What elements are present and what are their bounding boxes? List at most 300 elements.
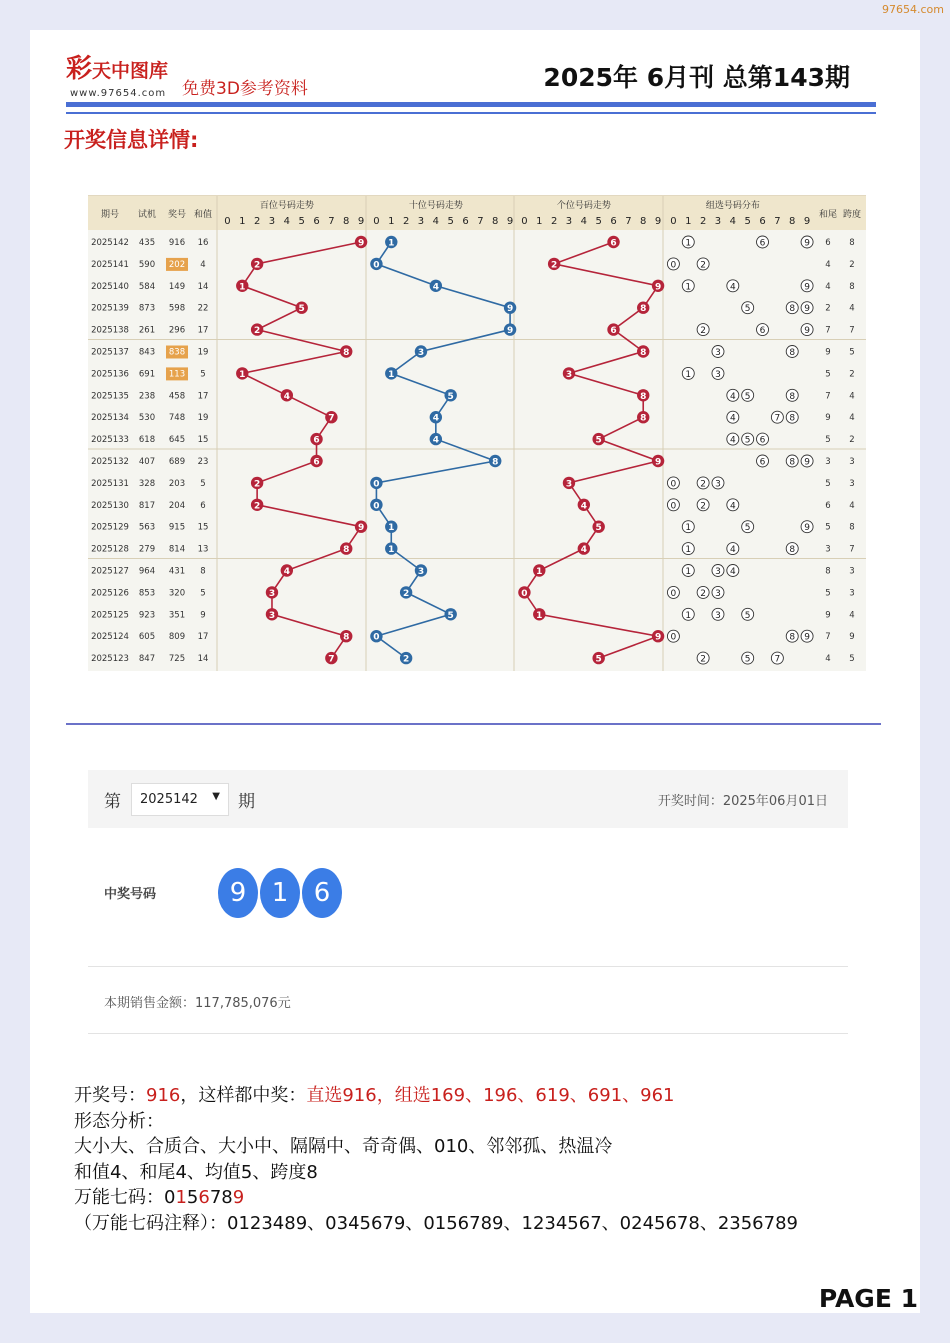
- chart-group-circle-label: 5: [744, 523, 751, 534]
- chart-row-tail: 4: [825, 281, 831, 292]
- chart-row-draw: 689: [168, 457, 186, 467]
- chart-row-period: 2025136: [91, 369, 129, 380]
- chart-digit-ball-label: 2: [402, 654, 410, 665]
- chart-digit-header: 9: [654, 216, 662, 227]
- chart-row-trial: 563: [138, 522, 156, 533]
- header-rule-thin: [66, 112, 876, 114]
- chart-row-draw: 113: [168, 369, 186, 380]
- chart-row-period: 2025131: [91, 478, 129, 489]
- chart-group-circle-label: 4: [729, 435, 736, 446]
- seven-code-digit: 6: [198, 1187, 210, 1208]
- chart-digit-ball-label: 5: [595, 435, 602, 446]
- chart-row-span: 3: [849, 566, 855, 577]
- chart-row-trial: 238: [138, 391, 156, 402]
- winning-ball: 1: [260, 868, 300, 918]
- chart-digit-ball-label: 8: [640, 304, 647, 315]
- chart-digit-header: 5: [298, 216, 305, 227]
- chart-row-draw: 814: [168, 544, 186, 555]
- chart-row-trial: 261: [138, 325, 156, 336]
- chart-digit-ball-label: 5: [298, 304, 305, 315]
- chart-row-tail: 8: [825, 566, 831, 577]
- chart-row-sum: 15: [197, 522, 209, 533]
- chart-digit-header: 8: [789, 216, 796, 227]
- chart-digit-ball-label: 7: [328, 654, 335, 665]
- chart-header-trial: 试机: [137, 210, 157, 220]
- chart-row-sum: 19: [197, 413, 209, 424]
- chart-row-trial: 843: [138, 347, 156, 358]
- chart-digit-ball-label: 1: [239, 282, 246, 293]
- chart-group-circle-label: 3: [715, 567, 721, 577]
- chart-digit-header: 0: [521, 216, 528, 227]
- chart-row-draw: 598: [168, 303, 186, 314]
- chart-group-circle-label: 7: [774, 654, 781, 665]
- chart-group-circle-label: 0: [670, 632, 677, 643]
- chart-digit-ball-label: 5: [595, 654, 602, 665]
- chart-group-circle-label: 5: [744, 654, 751, 665]
- chart-digit-header: 1: [239, 216, 246, 227]
- chart-row-span: 8: [849, 238, 855, 248]
- chart-row-span: 9: [849, 632, 855, 643]
- chart-row-trial: 618: [138, 435, 156, 446]
- chart-row-span: 5: [849, 347, 855, 358]
- chart-digit-ball-label: 4: [283, 391, 290, 402]
- chart-row-sum: 16: [197, 238, 209, 248]
- chart-row-period: 2025128: [91, 544, 129, 555]
- chart-row-span: 7: [849, 325, 855, 336]
- chart-row-trial: 964: [138, 566, 156, 577]
- chart-group-circle-label: 2: [700, 654, 706, 665]
- seven-code-digit: 8: [221, 1187, 233, 1208]
- chart-group-circle-label: 8: [789, 632, 796, 643]
- chart-group-circle-label: 2: [700, 501, 706, 512]
- chart-digit-ball-label: 8: [343, 348, 350, 358]
- chart-digit-ball-label: 1: [536, 567, 543, 577]
- chart-row-sum: 14: [197, 654, 209, 665]
- chart-digit-header: 6: [610, 216, 617, 227]
- chart-row-tail: 9: [825, 413, 831, 424]
- chart-digit-header: 7: [774, 216, 781, 227]
- analysis-line-sum: 和值4、和尾4、均值5、跨度8: [74, 1161, 318, 1183]
- chart-group-circle-label: 1: [685, 238, 692, 249]
- chart-digit-ball-label: 9: [506, 304, 514, 315]
- chart-digit-header: 9: [803, 216, 811, 227]
- chart-digit-ball-label: 2: [253, 326, 261, 337]
- chart-group-title: 个位号码走势: [556, 201, 611, 211]
- chart-row-tail: 7: [825, 391, 831, 402]
- tagline: 免费3D参考资料: [182, 79, 308, 99]
- chart-group-title: 百位号码走势: [259, 201, 314, 211]
- chart-digit-ball-label: 0: [373, 260, 380, 271]
- chart-digit-header: 4: [580, 216, 588, 227]
- chart-digit-ball-label: 6: [313, 457, 320, 468]
- chart-row-trial: 817: [138, 500, 156, 511]
- chart-row-draw: 645: [168, 435, 186, 446]
- chart-group-circle-label: 0: [670, 501, 677, 512]
- chart-group-circle-label: 3: [715, 348, 721, 358]
- chart-digit-ball-label: 5: [447, 610, 454, 621]
- chart-group-circle-label: 4: [729, 391, 736, 402]
- chart-digit-header: 3: [714, 216, 722, 227]
- chart-row-period: 2025134: [91, 413, 129, 424]
- chart-row-trial: 590: [138, 259, 156, 270]
- chart-row-period: 2025137: [91, 347, 129, 358]
- chart-row-period: 2025140: [91, 281, 129, 292]
- chart-digit-ball-label: 0: [373, 479, 380, 490]
- chart-digit-header: 0: [373, 216, 380, 227]
- chart-row-tail: 4: [825, 259, 831, 270]
- chart-group-circle-label: 8: [789, 348, 796, 358]
- chart-row-trial: 328: [138, 478, 156, 489]
- chart-digit-header: 1: [685, 216, 692, 227]
- period-select[interactable]: [131, 783, 229, 816]
- chart-row-sum: 17: [197, 391, 209, 402]
- seven-code-digit: 0: [164, 1187, 176, 1208]
- seven-code-digit: 9: [232, 1187, 245, 1208]
- chart-digit-ball-label: 1: [388, 523, 395, 534]
- chart-row-tail: 5: [825, 478, 831, 489]
- chart-row-trial: 530: [138, 413, 156, 424]
- chart-row-draw: 458: [168, 391, 186, 402]
- section-divider: [66, 723, 881, 725]
- chart-digit-ball-label: 9: [654, 457, 662, 468]
- chart-group-circle-label: 1: [685, 567, 692, 577]
- chart-digit-ball-label: 8: [640, 413, 647, 424]
- chart-row-span: 4: [849, 610, 855, 621]
- chart-row-sum: 23: [197, 457, 209, 467]
- chart-digit-ball-label: 0: [373, 632, 380, 643]
- chart-row-sum: 14: [197, 281, 209, 292]
- chart-group-circle-label: 5: [744, 610, 751, 621]
- chart-digit-header: 5: [595, 216, 602, 227]
- chart-row-span: 3: [849, 457, 855, 467]
- chart-digit-ball-label: 9: [654, 632, 662, 643]
- chart-digit-header: 3: [565, 216, 573, 227]
- chart-row-draw: 204: [168, 500, 186, 511]
- analysis-line-draw: 开奖号：916，这样都中奖：直选916，组选169、196、619、691、961: [74, 1085, 675, 1106]
- header-rule-thick: [66, 102, 876, 107]
- chart-row-trial: 279: [138, 544, 156, 555]
- chart-row-tail: 7: [825, 325, 831, 336]
- chart-digit-header: 3: [268, 216, 276, 227]
- chart-digit-header: 2: [550, 216, 558, 227]
- chart-group-circle-label: 2: [700, 326, 706, 337]
- chart-digit-ball-label: 4: [580, 501, 587, 512]
- chart-row-tail: 5: [825, 369, 831, 380]
- chart-digit-ball-label: 0: [521, 588, 528, 599]
- chart-digit-header: 2: [699, 216, 707, 227]
- chart-trend-line: [376, 242, 510, 658]
- analysis-line-heading: 形态分析：: [74, 1110, 164, 1132]
- chart-row-period: 2025139: [91, 303, 129, 314]
- chart-row-span: 5: [849, 654, 855, 665]
- chart-row-tail: 3: [825, 544, 831, 555]
- chart-row-tail: 4: [825, 654, 831, 665]
- chart-row-sum: 17: [197, 325, 209, 336]
- chart-group-circle-label: 0: [670, 260, 677, 271]
- chart-digit-ball-label: 8: [343, 545, 350, 556]
- chart-group-circle-label: 5: [744, 391, 751, 402]
- chart-group-circle-label: 3: [715, 588, 721, 599]
- logo-url: www.97654.com: [70, 88, 167, 99]
- seven-code-digit: 7: [209, 1187, 222, 1208]
- trend-chart: [88, 195, 866, 671]
- chart-header-tail: 和尾: [818, 210, 838, 220]
- chart-row-span: 8: [849, 522, 855, 533]
- chart-row-span: 8: [849, 281, 855, 292]
- chart-digit-ball-label: 4: [432, 282, 439, 293]
- draw-time: 开奖时间：2025年06月01日: [657, 794, 828, 809]
- sales-amount: 本期销售金额：117,785,076元: [104, 996, 291, 1011]
- chart-digit-ball-label: 1: [239, 369, 246, 380]
- chart-group-circle-label: 8: [789, 413, 796, 424]
- chart-row-span: 4: [849, 303, 855, 314]
- chart-digit-ball-label: 5: [595, 523, 602, 534]
- chart-row-trial: 605: [138, 632, 156, 643]
- chart-digit-ball-label: 0: [373, 501, 380, 512]
- chart-group-circle-label: 4: [729, 501, 736, 512]
- chart-digit-ball-label: 9: [654, 282, 662, 293]
- page-number: PAGE 1: [818, 1284, 918, 1313]
- chart-row-span: 3: [849, 588, 855, 599]
- chart-group-circle-label: 1: [685, 523, 692, 534]
- chart-row-span: 4: [849, 413, 855, 424]
- chart-digit-ball-label: 4: [580, 545, 587, 556]
- chart-digit-ball-label: 3: [417, 348, 425, 358]
- chart-digit-header: 4: [729, 216, 737, 227]
- section-title: 开奖信息详情:: [64, 128, 199, 152]
- chart-digit-ball-label: 8: [640, 348, 647, 358]
- chart-row-sum: 13: [197, 544, 209, 555]
- chart-row-trial: 435: [138, 238, 156, 248]
- chart-row-sum: 5: [200, 369, 206, 380]
- chart-header-draw: 奖号: [167, 210, 187, 220]
- chart-digit-ball-label: 1: [388, 369, 395, 380]
- chart-digit-ball-label: 6: [313, 435, 320, 446]
- chart-group-circle-label: 3: [715, 369, 721, 380]
- chart-digit-header: 9: [357, 216, 365, 227]
- chart-row-period: 2025126: [91, 588, 129, 599]
- chart-group-circle-label: 9: [804, 457, 810, 468]
- chart-row-span: 4: [849, 500, 855, 511]
- chart-header-period: 期号: [100, 210, 120, 220]
- chart-digit-header: 4: [283, 216, 291, 227]
- chart-digit-header: 6: [462, 216, 469, 227]
- chart-digit-ball-label: 3: [268, 610, 276, 621]
- chart-row-sum: 5: [200, 588, 206, 599]
- chart-row-sum: 22: [197, 303, 209, 314]
- seven-code-digit: 1: [175, 1187, 187, 1208]
- chart-digit-header: 2: [253, 216, 261, 227]
- chart-digit-ball-label: 7: [328, 413, 335, 424]
- chart-digit-header: 4: [432, 216, 440, 227]
- chart-row-period: 2025132: [91, 457, 129, 467]
- chart-row-period: 2025125: [91, 610, 129, 621]
- chart-group-circle-label: 1: [685, 545, 692, 556]
- chart-digit-ball-label: 3: [565, 369, 573, 380]
- chart-row-sum: 9: [200, 610, 206, 621]
- chart-digit-ball-label: 5: [447, 391, 454, 402]
- chart-digit-header: 5: [744, 216, 751, 227]
- chart-row-period: 2025130: [91, 500, 129, 511]
- chart-digit-ball-label: 3: [565, 479, 573, 490]
- chart-row-trial: 584: [138, 281, 156, 292]
- chart-group-circle-label: 5: [744, 435, 751, 446]
- chart-row-span: 2: [849, 369, 855, 380]
- chart-digit-header: 0: [670, 216, 677, 227]
- chevron-down-icon: ▼: [212, 791, 220, 802]
- divider: [88, 966, 848, 967]
- chart-row-period: 2025123: [91, 654, 129, 665]
- chart-group-circle-label: 9: [804, 523, 810, 534]
- chart-row-tail: 5: [825, 588, 831, 599]
- winning-label: 中奖号码: [104, 887, 157, 902]
- chart-digit-ball-label: 1: [388, 238, 395, 249]
- chart-group-circle-label: 4: [729, 545, 736, 556]
- chart-digit-ball-label: 9: [506, 326, 514, 337]
- watermark: 97654.com: [882, 3, 944, 16]
- chart-row-span: 2: [849, 259, 855, 270]
- chart-row-period: 2025129: [91, 522, 129, 533]
- winning-ball: 9: [218, 868, 258, 918]
- chart-digit-header: 7: [328, 216, 335, 227]
- chart-row-sum: 19: [197, 347, 209, 358]
- chart-group-title: 组选号码分布: [705, 201, 760, 211]
- period-select-value: 2025142: [140, 792, 198, 807]
- chart-digit-ball-label: 3: [417, 567, 425, 577]
- chart-digit-ball-label: 4: [432, 413, 439, 424]
- chart-digit-header: 7: [625, 216, 632, 227]
- chart-row-draw: 351: [168, 610, 186, 621]
- chart-group-circle-label: 2: [700, 479, 706, 490]
- chart-row-draw: 202: [168, 259, 186, 270]
- chart-row-draw: 748: [168, 413, 186, 424]
- chart-row-trial: 873: [138, 303, 156, 314]
- chart-group-circle-label: 9: [804, 282, 810, 293]
- chart-group-circle-label: 4: [729, 567, 736, 577]
- chart-group-circle-label: 9: [804, 238, 810, 249]
- chart-header-sum: 和值: [193, 210, 213, 220]
- chart-digit-header: 6: [759, 216, 766, 227]
- chart-digit-header: 9: [506, 216, 514, 227]
- chart-row-sum: 5: [200, 478, 206, 489]
- chart-row-period: 2025141: [91, 259, 129, 270]
- chart-row-span: 4: [849, 391, 855, 402]
- chart-group-title: 十位号码走势: [408, 201, 463, 211]
- chart-group-circle-label: 9: [804, 304, 810, 315]
- chart-group-circle-label: 3: [715, 479, 721, 490]
- chart-group-circle-label: 1: [685, 610, 692, 621]
- chart-digit-ball-label: 4: [432, 435, 439, 446]
- chart-digit-ball-label: 8: [343, 632, 350, 643]
- chart-group-circle-label: 6: [759, 326, 766, 337]
- chart-row-draw: 915: [168, 522, 186, 533]
- chart-group-circle-label: 6: [759, 435, 766, 446]
- chart-digit-header: 0: [224, 216, 231, 227]
- chart-row-tail: 9: [825, 610, 831, 621]
- chart-row-draw: 320: [168, 588, 186, 599]
- seven-code-digit: 5: [186, 1187, 199, 1208]
- chart-group-circle-label: 4: [729, 282, 736, 293]
- logo-mark: 彩: [66, 54, 93, 84]
- chart-digit-header: 1: [388, 216, 395, 227]
- chart-group-circle-label: 8: [789, 457, 796, 468]
- chart-group-circle-label: 4: [729, 413, 736, 424]
- chart-digit-ball-label: 3: [268, 588, 276, 599]
- chart-digit-ball-label: 1: [536, 610, 543, 621]
- chart-row-draw: 838: [168, 347, 186, 358]
- chart-group-circle-label: 9: [804, 326, 810, 337]
- chart-row-tail: 6: [825, 500, 831, 511]
- chart-digit-header: 5: [447, 216, 454, 227]
- chart-digit-ball-label: 2: [550, 260, 558, 271]
- chart-digit-ball-label: 8: [492, 457, 499, 468]
- chart-row-period: 2025138: [91, 325, 129, 336]
- chart-row-draw: 431: [168, 566, 186, 577]
- divider: [88, 1033, 848, 1034]
- issue-title: 2025年 6月刊 总第143期: [543, 63, 850, 92]
- chart-row-sum: 4: [200, 259, 206, 270]
- chart-digit-ball-label: 9: [357, 238, 365, 249]
- chart-digit-ball-label: 2: [253, 260, 261, 271]
- chart-digit-ball-label: 9: [357, 523, 365, 534]
- chart-digit-header: 7: [477, 216, 484, 227]
- chart-group-circle-label: 1: [685, 369, 692, 380]
- chart-row-trial: 407: [138, 457, 156, 467]
- chart-row-draw: 809: [168, 632, 186, 643]
- chart-digit-header: 2: [402, 216, 410, 227]
- analysis-line-pattern: 大小大、合质合、大小中、隔隔中、奇奇偶、010、邻邻孤、热温冷: [74, 1136, 613, 1157]
- chart-digit-ball-label: 4: [283, 567, 290, 577]
- chart-row-tail: 9: [825, 347, 831, 358]
- chart-row-draw: 916: [168, 238, 186, 248]
- chart-row-sum: 8: [200, 566, 206, 577]
- chart-row-period: 2025133: [91, 435, 129, 446]
- chart-row-draw: 149: [168, 281, 186, 292]
- period-suffix: 期: [238, 792, 255, 812]
- chart-row-tail: 5: [825, 522, 831, 533]
- chart-digit-header: 8: [343, 216, 350, 227]
- trend-chart-svg: [88, 196, 866, 671]
- chart-row-period: 2025127: [91, 566, 129, 577]
- chart-group-circle-label: 6: [759, 457, 766, 468]
- chart-row-tail: 7: [825, 632, 831, 643]
- period-selector-bar: [88, 770, 848, 828]
- chart-digit-header: 1: [536, 216, 543, 227]
- chart-digit-header: 6: [313, 216, 320, 227]
- chart-digit-ball-label: 2: [253, 479, 261, 490]
- chart-digit-ball-label: 6: [610, 238, 617, 249]
- chart-group-circle-label: 2: [700, 588, 706, 599]
- chart-group-circle-label: 9: [804, 632, 810, 643]
- chart-row-span: 2: [849, 435, 855, 446]
- chart-header-span: 跨度: [842, 210, 862, 220]
- period-prefix: 第: [104, 792, 121, 812]
- chart-digit-ball-label: 1: [388, 545, 395, 556]
- chart-group-circle-label: 2: [700, 260, 706, 271]
- logo-name: 天中图库: [92, 60, 169, 82]
- document-page: [30, 30, 920, 1313]
- chart-row-draw: 296: [168, 325, 186, 336]
- chart-row-trial: 923: [138, 610, 156, 621]
- chart-digit-ball-label: 2: [402, 588, 410, 599]
- chart-row-span: 3: [849, 478, 855, 489]
- winning-ball: 6: [302, 868, 342, 918]
- chart-group-circle-label: 0: [670, 588, 677, 599]
- chart-group-circle-label: 5: [744, 304, 751, 315]
- chart-digit-ball-label: 8: [640, 391, 647, 402]
- chart-group-circle-label: 8: [789, 391, 796, 402]
- chart-row-tail: 2: [825, 303, 831, 314]
